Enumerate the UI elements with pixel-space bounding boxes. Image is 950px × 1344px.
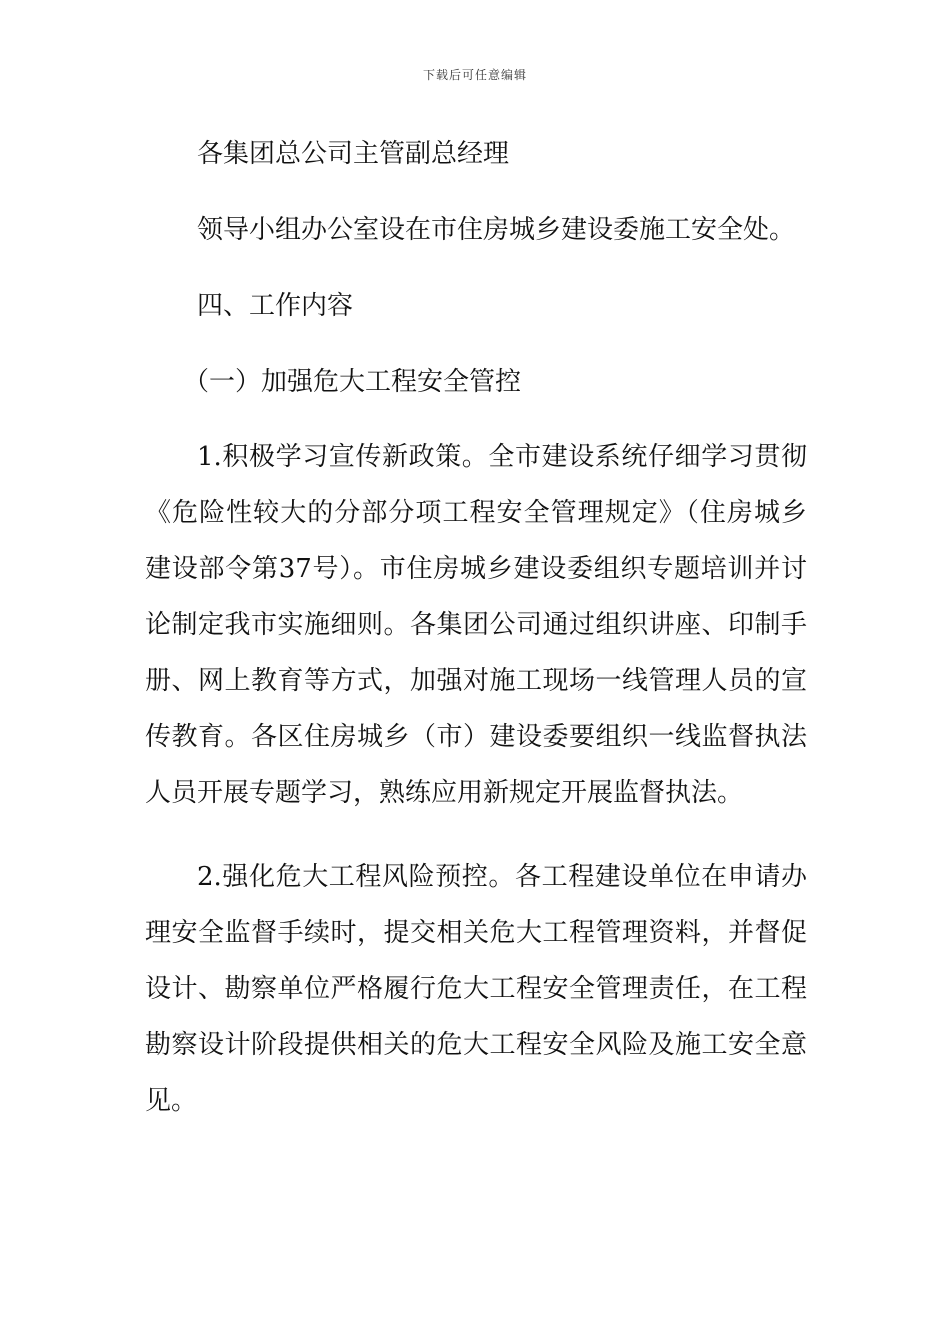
paragraph-line-1: 各集团总公司主管副总经理 [197, 139, 510, 169]
subsection-heading-1: （一）加强危大工程安全管控 [183, 367, 522, 397]
paragraph-item-1: 1.积极学习宣传新政策。全市建设系统仔细学习贯彻《危险性较大的分部分项工程安全管理规定》（住房城乡建设部令第37号）。市住房城乡建设委组织专题培训并讨论制定我市实施细则。各集团公司通过组织讲座、印制手册、网上教育等方式，加强对施工现场一线管理人员的宣传教育。各区住房城乡（市）建设委要组织一线监督执法人员开展专题学习，熟练应用新规定开展监督执法。 [145, 442, 807, 808]
section-heading-4: 四、工作内容 [197, 291, 354, 321]
header-note: 下载后可任意编辑 [422, 68, 527, 82]
document-body [145, 130, 807, 1129]
paragraph-item-2: 2.强化危大工程风险预控。各工程建设单位在申请办理安全监督手续时，提交相关危大工程管理资料，并督促设计、勘察单位严格履行危大工程安全管理责任，在工程勘察设计阶段提供相关的危大工程安全风险及施工安全意见。 [145, 862, 807, 1116]
paragraph-line-2: 领导小组办公室设在市住房城乡建设委施工安全处。 [197, 215, 796, 245]
